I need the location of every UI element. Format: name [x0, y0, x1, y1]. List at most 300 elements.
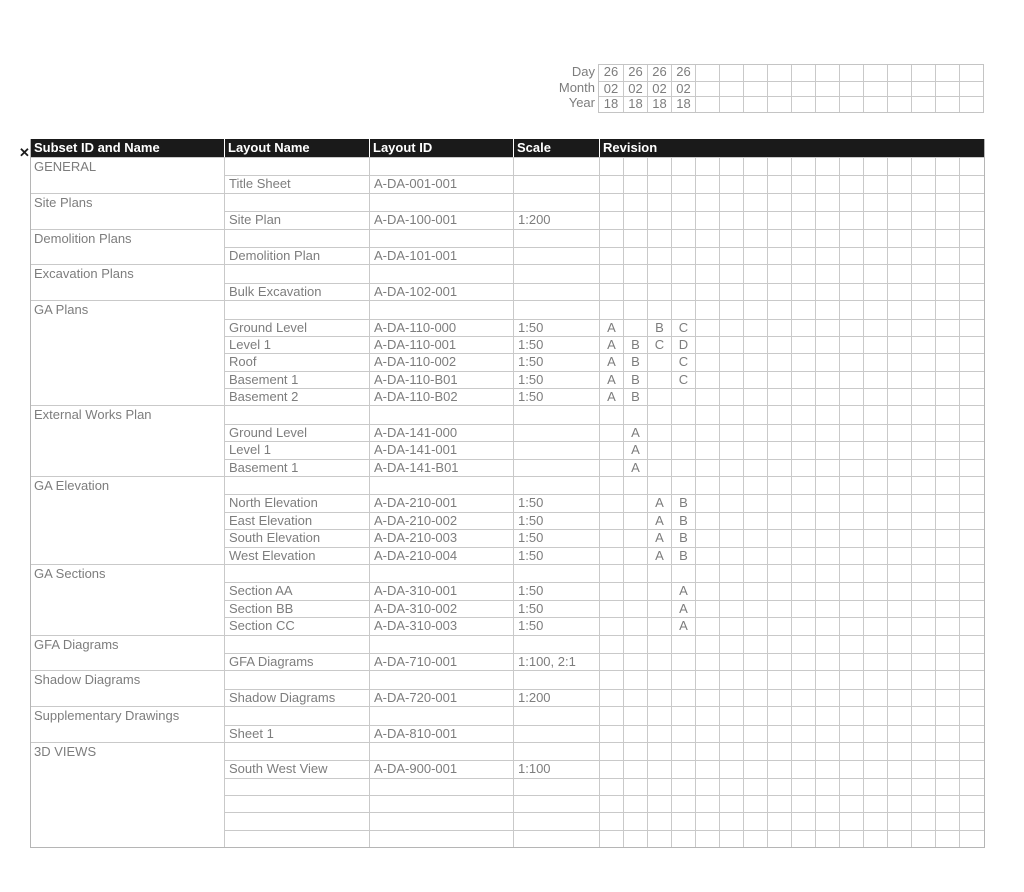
revision-cell — [815, 284, 839, 300]
revision-cell — [959, 230, 984, 247]
subset-section — [31, 157, 984, 193]
revision-cell — [743, 265, 767, 282]
revision-cell — [815, 406, 839, 423]
revision-cell — [911, 158, 935, 175]
revision-cell — [695, 337, 719, 353]
scale-cell — [513, 743, 599, 760]
revision-cell — [887, 565, 911, 582]
revision-cell — [791, 337, 815, 353]
revision-cells — [599, 425, 984, 441]
revision-cell — [743, 337, 767, 353]
register-table-body — [31, 157, 984, 847]
revision-cell — [647, 230, 671, 247]
scale-cell: 1:50 — [513, 601, 599, 617]
revision-cell — [863, 530, 887, 546]
revision-cell — [599, 477, 623, 494]
revision-cell: B — [623, 354, 647, 370]
revision-cell — [911, 176, 935, 192]
revision-cell — [743, 301, 767, 318]
revision-cell — [623, 212, 647, 228]
revision-cell — [959, 726, 984, 742]
revision-cells — [599, 548, 984, 564]
revision-cell — [647, 158, 671, 175]
revision-cell — [839, 337, 863, 353]
revision-cell: A — [671, 583, 695, 599]
revision-cell — [623, 513, 647, 529]
revision-cell — [743, 548, 767, 564]
date-cell — [791, 97, 815, 112]
revision-cell — [647, 406, 671, 423]
revision-cell — [815, 372, 839, 388]
revision-cell — [935, 530, 959, 546]
revision-cell — [719, 513, 743, 529]
revision-cell — [815, 654, 839, 670]
header-layout-id: Layout ID — [369, 139, 513, 157]
subset-name: External Works Plan — [34, 407, 152, 423]
scale-cell: 1:50 — [513, 513, 599, 529]
layout-id-cell: A-DA-210-002 — [369, 513, 513, 529]
revision-cell — [911, 618, 935, 634]
revision-cell — [887, 707, 911, 724]
revision-cell — [767, 389, 791, 405]
layout-row — [224, 795, 984, 812]
revision-cell — [911, 831, 935, 847]
revision-cell — [911, 707, 935, 724]
layout-id-cell: A-DA-141-001 — [369, 442, 513, 458]
revision-cell — [863, 284, 887, 300]
revision-cell — [863, 194, 887, 211]
layout-row — [224, 230, 984, 247]
revision-cell — [695, 284, 719, 300]
revision-cell — [599, 406, 623, 423]
layout-name-cell — [224, 194, 369, 211]
layout-id-cell: A-DA-810-001 — [369, 726, 513, 742]
revision-cell — [743, 389, 767, 405]
revision-cell — [887, 831, 911, 847]
layout-row — [224, 301, 984, 318]
revision-cell — [815, 477, 839, 494]
layout-id-cell: A-DA-102-001 — [369, 284, 513, 300]
date-cell — [695, 82, 719, 97]
revision-cell — [791, 442, 815, 458]
revision-cell — [863, 301, 887, 318]
revision-cell — [815, 248, 839, 264]
layout-row — [224, 760, 984, 777]
revision-cell — [671, 230, 695, 247]
layout-row — [224, 707, 984, 724]
revision-cell: A — [623, 425, 647, 441]
revision-cell — [623, 495, 647, 511]
revision-cell — [791, 513, 815, 529]
revision-cells — [599, 406, 984, 423]
revision-cell — [911, 796, 935, 812]
subset-rows — [224, 301, 984, 405]
date-cell — [719, 97, 743, 112]
revision-cell — [719, 654, 743, 670]
layout-id-cell: A-DA-710-001 — [369, 654, 513, 670]
revision-cell — [839, 265, 863, 282]
revision-cell — [719, 495, 743, 511]
revision-cell — [863, 212, 887, 228]
revision-cell — [839, 406, 863, 423]
header-subset-id-and-name: Subset ID and Name — [34, 140, 160, 155]
revision-cell — [959, 337, 984, 353]
subset-name: Demolition Plans — [34, 230, 132, 246]
revision-cell — [623, 690, 647, 706]
revision-cell — [767, 548, 791, 564]
revision-cell — [647, 301, 671, 318]
layout-id-cell: A-DA-141-000 — [369, 425, 513, 441]
revision-cell — [647, 442, 671, 458]
revision-cell — [863, 779, 887, 795]
scale-cell — [513, 248, 599, 264]
layout-name-cell — [224, 477, 369, 494]
layout-name-cell: South West View — [224, 761, 369, 777]
revision-cell — [959, 176, 984, 192]
date-cell: 18 — [623, 97, 647, 112]
revision-cell — [695, 230, 719, 247]
revision-cell — [791, 707, 815, 724]
revision-cell — [959, 636, 984, 653]
layout-id-cell: A-DA-210-004 — [369, 548, 513, 564]
revision-cell — [647, 265, 671, 282]
revision-cell — [791, 565, 815, 582]
revision-cell — [695, 726, 719, 742]
revision-cell — [719, 636, 743, 653]
revision-cell — [599, 565, 623, 582]
revision-cell — [959, 743, 984, 760]
layout-row — [224, 725, 984, 742]
revision-cell — [959, 796, 984, 812]
revision-cell — [815, 726, 839, 742]
layout-id-cell: A-DA-110-000 — [369, 320, 513, 336]
revision-cell — [695, 477, 719, 494]
revision-cell — [839, 442, 863, 458]
revision-cell — [743, 565, 767, 582]
revision-cell — [911, 301, 935, 318]
revision-cell — [839, 654, 863, 670]
subset-rows — [224, 406, 984, 476]
revision-cell: A — [623, 442, 647, 458]
revision-cell — [839, 176, 863, 192]
revision-cell — [911, 548, 935, 564]
revision-cell — [815, 320, 839, 336]
revision-cell — [935, 230, 959, 247]
revision-cell — [863, 726, 887, 742]
layout-name-cell: North Elevation — [224, 495, 369, 511]
revision-cell — [623, 779, 647, 795]
layout-row — [224, 319, 984, 336]
revision-cell — [671, 389, 695, 405]
revision-cell — [935, 618, 959, 634]
revision-cell — [791, 406, 815, 423]
date-cell — [839, 97, 863, 112]
revision-cell — [599, 158, 623, 175]
revision-cell — [839, 477, 863, 494]
revision-cell — [791, 690, 815, 706]
revision-cell — [599, 176, 623, 192]
revision-cell — [719, 265, 743, 282]
revision-cell — [719, 320, 743, 336]
revision-cell — [623, 230, 647, 247]
layout-name-cell: Ground Level — [224, 425, 369, 441]
revision-cell — [887, 372, 911, 388]
subset-rows — [224, 194, 984, 229]
header-scale: Scale — [513, 139, 599, 157]
revision-cell — [671, 654, 695, 670]
scale-cell — [513, 406, 599, 423]
revision-cell — [935, 636, 959, 653]
revision-cell — [887, 389, 911, 405]
revision-cell — [863, 796, 887, 812]
header-revision: Revision — [599, 139, 984, 157]
revision-cell — [959, 513, 984, 529]
revision-cell — [887, 690, 911, 706]
date-cell: 02 — [603, 80, 619, 96]
revision-cell — [623, 583, 647, 599]
revision-cell — [911, 248, 935, 264]
revision-cell: B — [671, 513, 695, 529]
revision-cell — [935, 354, 959, 370]
revision-cell — [959, 406, 984, 423]
revision-cell — [743, 460, 767, 476]
revision-cell — [599, 636, 623, 653]
revision-cell — [839, 779, 863, 795]
scale-cell: 1:50 — [513, 320, 599, 336]
revision-cell — [719, 565, 743, 582]
revision-cell — [791, 248, 815, 264]
revision-cell — [599, 495, 623, 511]
revision-cell — [743, 583, 767, 599]
revision-cell — [839, 158, 863, 175]
scale-cell: 1:50 — [513, 548, 599, 564]
revision-cell — [935, 654, 959, 670]
revision-cell — [743, 618, 767, 634]
revision-cell — [623, 601, 647, 617]
layout-name-cell: Basement 1 — [224, 460, 369, 476]
revision-cell — [887, 761, 911, 777]
revision-cell — [959, 284, 984, 300]
subset-section — [31, 264, 984, 300]
revision-cells — [599, 372, 984, 388]
revision-cells — [599, 707, 984, 724]
revision-cell — [743, 495, 767, 511]
revision-cells — [599, 389, 984, 405]
revision-cell — [887, 743, 911, 760]
revision-cell — [887, 460, 911, 476]
layout-row — [224, 336, 984, 353]
date-label-column — [540, 64, 598, 113]
revision-cell — [887, 636, 911, 653]
revision-cell — [599, 530, 623, 546]
revision-cell — [695, 248, 719, 264]
revision-cell — [719, 707, 743, 724]
subset-name: GA Plans — [34, 302, 89, 318]
layout-name-cell: Section AA — [224, 583, 369, 599]
revision-cell — [791, 796, 815, 812]
revision-cell — [815, 442, 839, 458]
layout-name-cell — [224, 707, 369, 724]
layout-id-cell — [369, 265, 513, 282]
revision-cell — [599, 442, 623, 458]
revision-cell — [911, 372, 935, 388]
revision-cell — [791, 671, 815, 688]
revision-cell — [935, 548, 959, 564]
revision-cell — [767, 212, 791, 228]
date-cell — [791, 82, 815, 97]
revision-cell — [719, 460, 743, 476]
revision-cell — [935, 779, 959, 795]
revision-cell: A — [647, 495, 671, 511]
revision-cell — [767, 284, 791, 300]
layout-name-cell: Section CC — [224, 618, 369, 634]
revision-cell — [767, 158, 791, 175]
date-cell — [695, 97, 719, 112]
revision-cell — [599, 301, 623, 318]
date-grid — [598, 64, 984, 113]
revision-cell — [599, 212, 623, 228]
scale-cell — [513, 831, 599, 847]
revision-cell — [887, 337, 911, 353]
revision-cell — [695, 548, 719, 564]
revision-cell — [935, 601, 959, 617]
revision-cell — [647, 194, 671, 211]
revision-cell — [911, 389, 935, 405]
revision-cell — [839, 583, 863, 599]
date-cell — [767, 82, 791, 97]
layout-name-cell: Title Sheet — [224, 176, 369, 192]
revision-cell — [743, 761, 767, 777]
revision-cell — [791, 813, 815, 829]
date-cell — [815, 97, 839, 112]
revision-cell — [647, 425, 671, 441]
layout-row — [224, 494, 984, 511]
revision-cell — [623, 477, 647, 494]
subset-name: 3D VIEWS — [34, 743, 97, 759]
revision-cells — [599, 636, 984, 653]
revision-cell — [743, 690, 767, 706]
revision-cell — [959, 618, 984, 634]
revision-cell — [911, 583, 935, 599]
revision-cell — [743, 442, 767, 458]
revision-cell — [791, 618, 815, 634]
revision-cell — [839, 761, 863, 777]
revision-cell — [887, 548, 911, 564]
revision-cell — [863, 389, 887, 405]
revision-cell — [815, 265, 839, 282]
revision-cell — [671, 212, 695, 228]
layout-name-cell: Bulk Excavation — [224, 284, 369, 300]
revision-cell — [695, 372, 719, 388]
date-cell: 02 — [671, 82, 695, 97]
revision-cell — [671, 565, 695, 582]
date-cell — [767, 97, 791, 112]
revision-cell — [623, 320, 647, 336]
subset-rows — [224, 230, 984, 265]
scale-cell — [513, 813, 599, 829]
revision-cell — [959, 530, 984, 546]
revision-cell — [887, 284, 911, 300]
revision-cell — [911, 671, 935, 688]
revision-cell — [743, 726, 767, 742]
revision-cell — [695, 460, 719, 476]
revision-cell — [911, 726, 935, 742]
date-cell — [791, 65, 815, 81]
revision-cell — [671, 158, 695, 175]
date-cell — [935, 82, 959, 97]
header-layout-name: Layout Name — [224, 139, 369, 157]
revision-cell — [959, 495, 984, 511]
layout-id-cell: A-DA-141-B01 — [369, 460, 513, 476]
scale-cell: 1:50 — [513, 389, 599, 405]
subset-rows — [224, 565, 984, 635]
revision-cell — [623, 565, 647, 582]
revision-cell — [911, 337, 935, 353]
revision-cell — [743, 779, 767, 795]
date-cell — [887, 65, 911, 81]
revision-cell — [623, 743, 647, 760]
layout-id-cell — [369, 158, 513, 175]
layout-row — [224, 194, 984, 211]
layout-row — [224, 653, 984, 670]
date-cell — [839, 65, 863, 81]
revision-cell — [863, 671, 887, 688]
date-cell — [863, 65, 887, 81]
scale-cell — [513, 707, 599, 724]
layout-id-cell: A-DA-110-B01 — [369, 372, 513, 388]
date-cell: 26 — [671, 65, 695, 81]
revision-cell — [887, 513, 911, 529]
scale-cell: 1:50 — [513, 530, 599, 546]
subset-section — [31, 706, 984, 742]
revision-cell — [935, 796, 959, 812]
revision-cell — [815, 194, 839, 211]
revision-cell — [815, 583, 839, 599]
layout-row — [224, 371, 984, 388]
revision-cell — [791, 761, 815, 777]
revision-cell — [743, 796, 767, 812]
revision-cells — [599, 442, 984, 458]
revision-cell — [647, 354, 671, 370]
revision-cell — [863, 548, 887, 564]
revision-cell — [911, 320, 935, 336]
revision-cell — [671, 796, 695, 812]
scale-cell — [513, 477, 599, 494]
scale-cell — [513, 442, 599, 458]
revision-cell — [791, 265, 815, 282]
revision-cell — [743, 477, 767, 494]
revision-cell — [671, 779, 695, 795]
revision-cell — [959, 813, 984, 829]
revision-cell — [623, 636, 647, 653]
layout-name-cell — [224, 813, 369, 829]
revision-cell — [839, 831, 863, 847]
revision-cell — [863, 337, 887, 353]
subset-name: GA Elevation — [34, 478, 110, 494]
revision-cell — [911, 354, 935, 370]
revision-cell — [791, 425, 815, 441]
revision-cell — [647, 618, 671, 634]
revision-cell — [719, 548, 743, 564]
revision-cells — [599, 690, 984, 706]
revision-cell — [863, 618, 887, 634]
revision-cell — [887, 158, 911, 175]
revision-cell — [767, 565, 791, 582]
revision-cell — [599, 743, 623, 760]
subset-name: Supplementary Drawings — [34, 708, 180, 724]
layout-row — [224, 565, 984, 582]
date-cell — [815, 65, 839, 81]
